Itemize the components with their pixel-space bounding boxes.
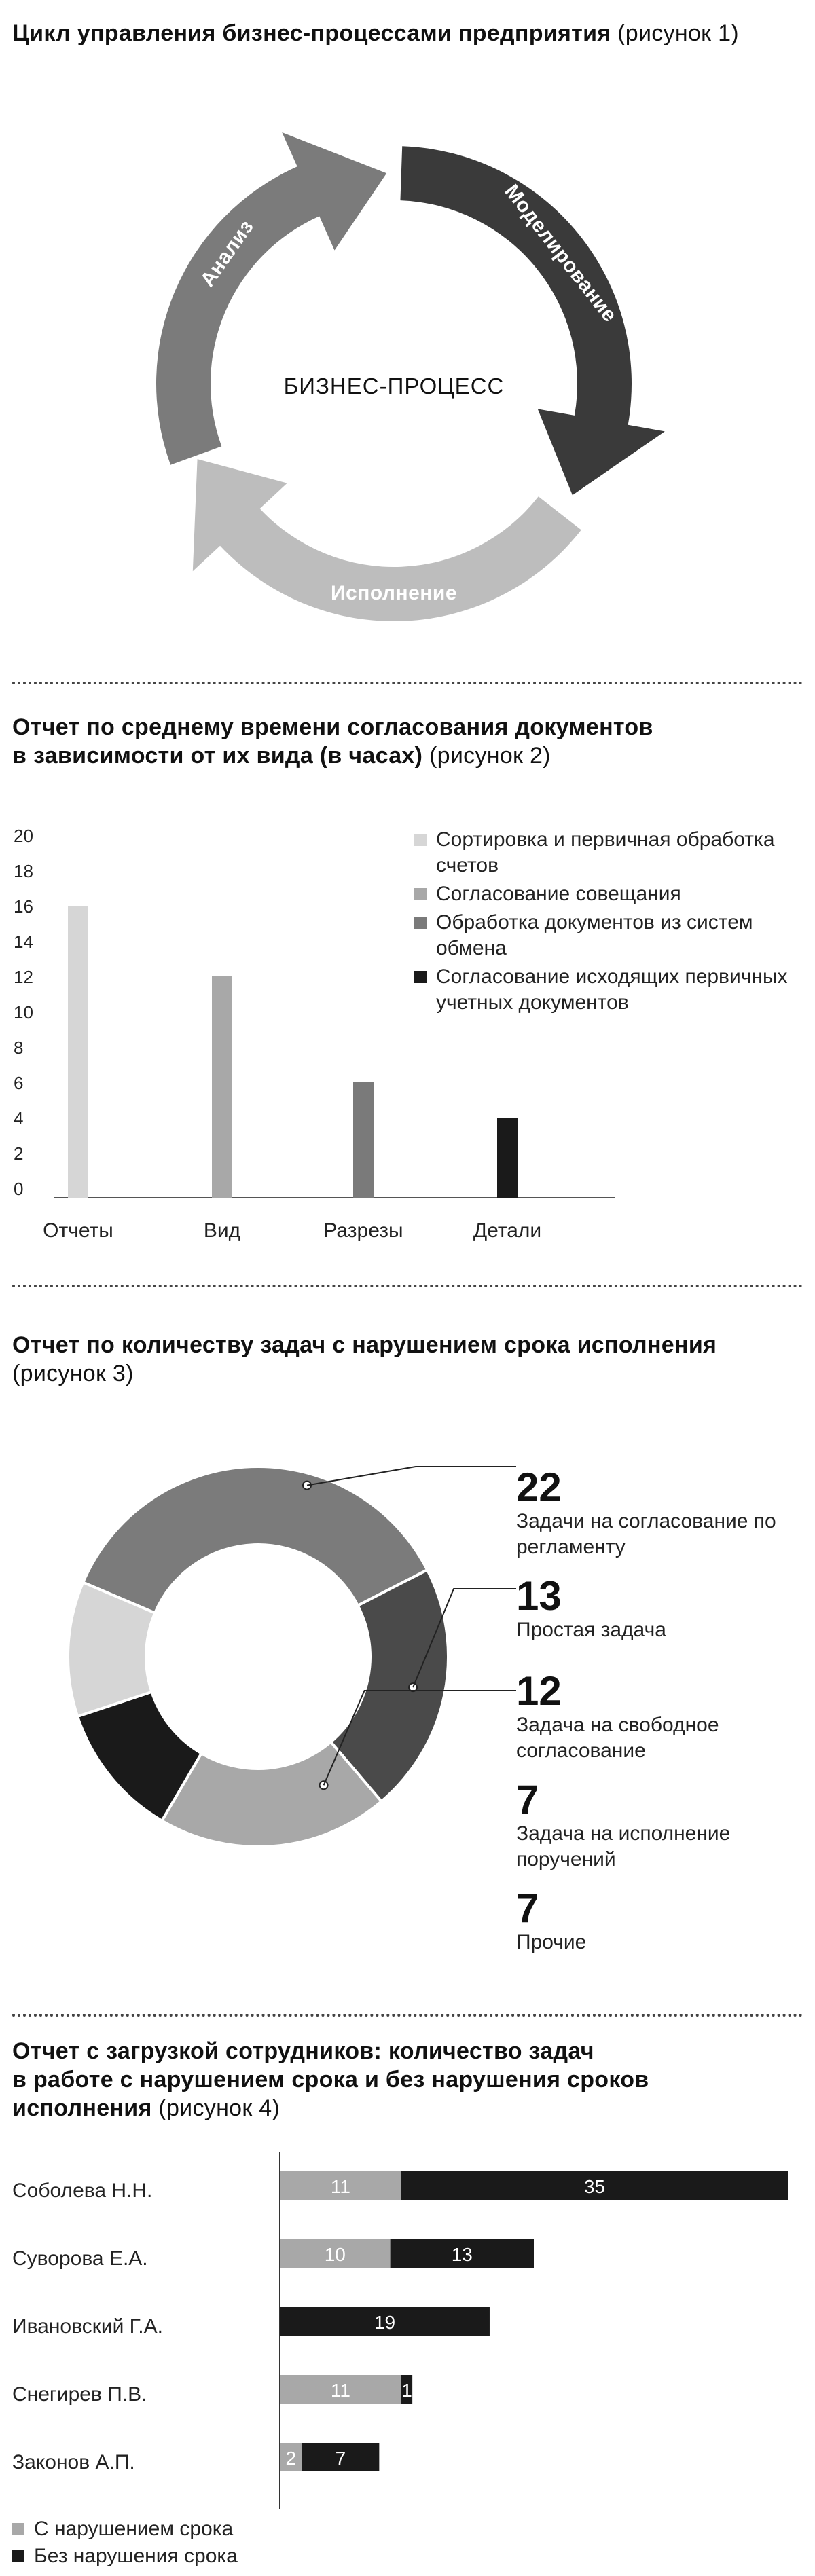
x-tick-label: Вид — [203, 1219, 241, 1242]
legend-label: С нарушением срока — [34, 2518, 234, 2540]
y-tick-label: 0 — [14, 1179, 24, 1199]
bar-legend — [414, 827, 795, 1018]
divider-3 — [12, 2014, 803, 2017]
donut-label-value: 7 — [516, 1777, 539, 1822]
donut-label-text: Задача на исполнение поручений — [516, 1822, 731, 1871]
bar — [353, 1082, 374, 1198]
donut-label — [516, 1779, 808, 1873]
bar-value-label: 35 — [583, 2176, 606, 2197]
section-donut-chart — [0, 1331, 815, 1983]
cycle-label-analysis: Анализ — [196, 215, 259, 291]
donut-label — [516, 1467, 808, 1560]
cycle-title-text: Цикл управления бизнес-процессами предприятия — [12, 20, 611, 46]
donut-label-value: 12 — [516, 1668, 562, 1714]
y-tick-label: 4 — [14, 1108, 24, 1128]
y-tick-label: 6 — [14, 1073, 24, 1093]
bar-value-label: 11 — [330, 2176, 350, 2197]
legend-swatch — [414, 888, 427, 900]
donut-label — [516, 1885, 808, 1955]
donut-label-value: 13 — [516, 1573, 562, 1619]
legend-entry — [414, 910, 795, 961]
leader-line — [307, 1467, 516, 1486]
cycle-label-modeling: Моделирование — [500, 180, 621, 327]
bar-value-label: 19 — [374, 2312, 396, 2333]
legend-swatch — [414, 834, 427, 846]
bar-value-label: 7 — [335, 2448, 346, 2469]
cycle-center-label: БИЗНЕС-ПРОЦЕСС — [283, 373, 505, 399]
bar-title-line1: Отчет по среднему времени согласования документов — [12, 714, 653, 740]
donut-title-figure: (рисунок 3) — [12, 1361, 134, 1386]
cycle-arrow-analysis — [156, 132, 386, 465]
donut-label — [516, 1670, 808, 1764]
hbar-title-line2: в работе с нарушением срока и без нарушения сроков — [12, 2067, 649, 2093]
legend-entry — [414, 881, 795, 907]
hbar-legend — [12, 2516, 238, 2570]
bar — [497, 1118, 518, 1198]
hbar-title-figure: (рисунок 4) — [158, 2095, 280, 2121]
x-tick-label: Разрезы — [323, 1219, 403, 1242]
y-tick-label: 20 — [14, 826, 33, 846]
y-tick-label: 10 — [14, 1002, 33, 1023]
hbar-title-line1: Отчет с загрузкой сотрудников: количество задач — [12, 2038, 594, 2064]
donut-title-text: Отчет по количеству задач с нарушением срока исполнения — [12, 1332, 717, 1358]
legend-label: Согласование исходящих первичных учетных документов — [436, 965, 788, 1014]
legend-swatch — [12, 2550, 24, 2562]
bar — [212, 976, 232, 1198]
category-label: Ивановский Г.А. — [12, 2315, 163, 2338]
legend-label: Сортировка и первичная обработка счетов — [436, 828, 775, 877]
section-cycle — [0, 0, 815, 679]
category-label: Законов А.П. — [12, 2451, 135, 2473]
legend-label: Обработка документов из систем обмена — [436, 911, 753, 959]
section-hbar-chart — [0, 2037, 815, 2576]
category-label: Снегирев П.В. — [12, 2383, 147, 2406]
divider-1 — [12, 682, 803, 684]
hbar-chart — [0, 2139, 815, 2519]
cycle-diagram — [0, 68, 815, 679]
cycle-label-execution: Исполнение — [330, 581, 458, 604]
bar-value-label: 1 — [401, 2380, 412, 2401]
donut-slice — [83, 1467, 427, 1613]
y-tick-label: 16 — [14, 896, 33, 917]
bar-title-line2: в зависимости от их вида (в часах) — [12, 743, 423, 769]
legend-entry — [414, 964, 795, 1016]
bar-value-label: 10 — [324, 2244, 346, 2265]
legend-label: Согласование совещания — [436, 883, 681, 905]
bar-value-label: 13 — [451, 2244, 473, 2265]
bar — [68, 906, 88, 1198]
bar-title-figure: (рисунок 2) — [429, 743, 551, 769]
bar-title — [12, 713, 653, 770]
cycle-title-figure: (рисунок 1) — [617, 20, 739, 46]
donut-label-text: Простая задача — [516, 1619, 666, 1641]
divider-2 — [12, 1285, 803, 1287]
donut-label-text: Задачи на согласование по регламенту — [516, 1510, 776, 1558]
donut-title — [12, 1331, 717, 1388]
category-label: Суворова Е.А. — [12, 2247, 148, 2270]
hbar-title — [12, 2037, 649, 2122]
legend-swatch — [414, 917, 427, 929]
legend-label: Без нарушения срока — [34, 2545, 238, 2567]
x-tick-label: Отчеты — [43, 1219, 113, 1242]
donut-label — [516, 1575, 808, 1643]
y-tick-label: 18 — [14, 861, 33, 881]
y-tick-label: 14 — [14, 932, 33, 952]
section-bar-chart — [0, 706, 815, 1249]
y-tick-label: 12 — [14, 967, 33, 987]
cycle-title — [12, 19, 739, 48]
donut-label-text: Прочие — [516, 1931, 587, 1953]
legend-entry — [12, 2516, 238, 2543]
hbar-title-line3: исполнения — [12, 2095, 152, 2121]
bar-value-label: 11 — [330, 2380, 350, 2401]
category-label: Соболева Н.Н. — [12, 2179, 153, 2202]
donut-label-value: 22 — [516, 1465, 562, 1510]
legend-entry — [12, 2543, 238, 2570]
bar-value-label: 2 — [285, 2448, 297, 2469]
legend-swatch — [414, 971, 427, 983]
donut-label-text: Задача на свободное согласование — [516, 1714, 719, 1762]
y-tick-label: 8 — [14, 1037, 24, 1058]
x-tick-label: Детали — [473, 1219, 542, 1242]
legend-swatch — [12, 2523, 24, 2535]
donut-label-value: 7 — [516, 1885, 539, 1931]
legend-entry — [414, 827, 795, 879]
y-tick-label: 2 — [14, 1143, 24, 1164]
